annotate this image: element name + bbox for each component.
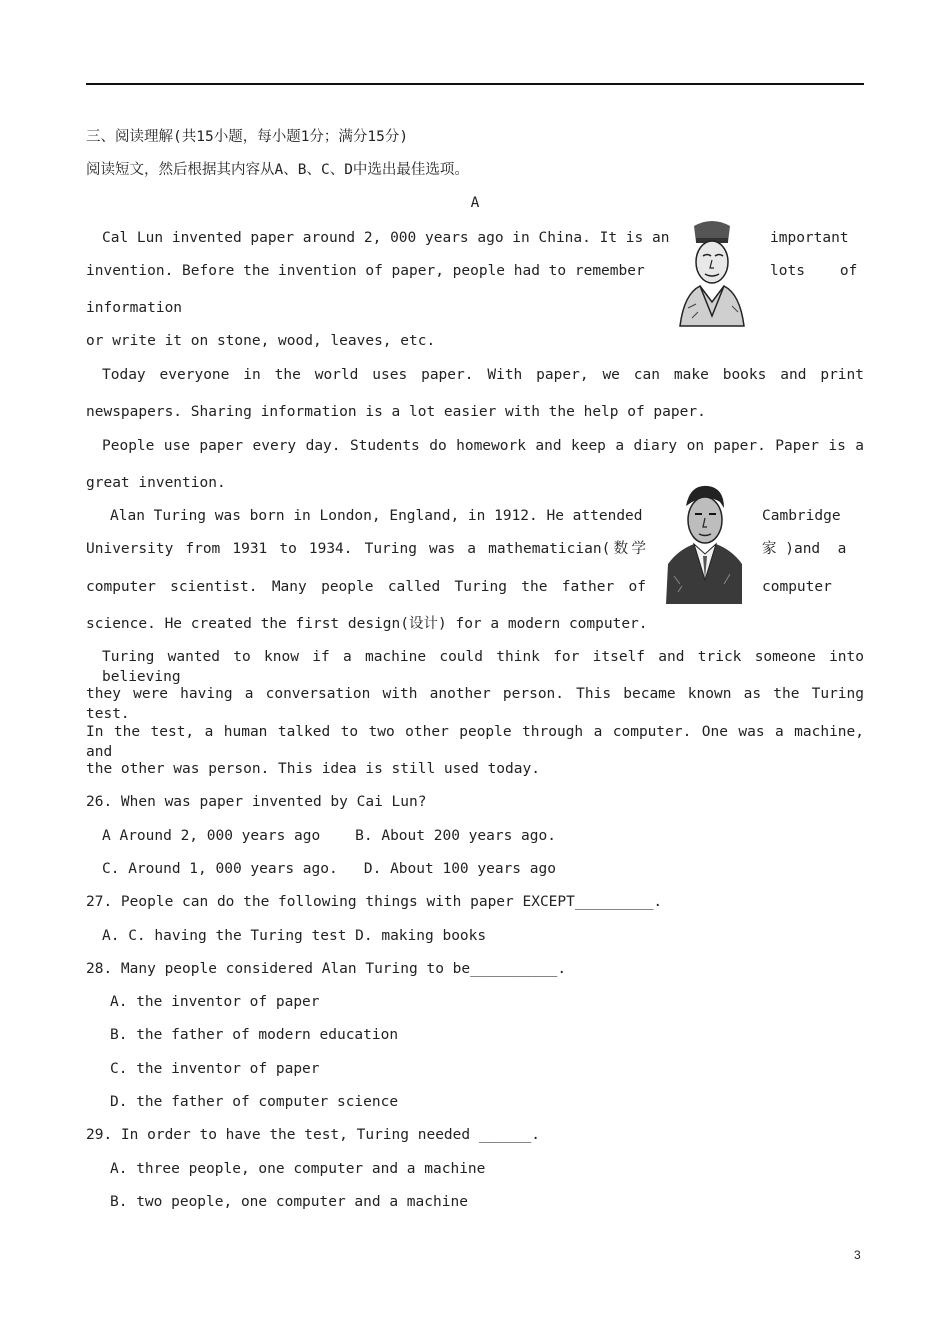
- p3-line2: great invention.: [86, 475, 226, 491]
- passage-label: A: [470, 195, 480, 211]
- question-28-option-d: D. the father of computer science: [110, 1094, 399, 1110]
- p1-line1-right: important: [770, 230, 849, 246]
- p1-line1: Cal Lun invented paper around 2, 000 years ago in China. It is an: [102, 230, 670, 246]
- p4-line2-right: 家 )and a: [762, 541, 847, 557]
- p4-line1-right: Cambridge: [762, 508, 841, 524]
- question-28: 28. Many people considered Alan Turing to be__________.: [86, 961, 567, 977]
- question-28-option-a: A. the inventor of paper: [110, 994, 320, 1010]
- section-heading: 三、阅读理解(共15小题，每小题1分；满分15分): [86, 129, 409, 145]
- header-rule: [86, 83, 864, 85]
- p5-line1: Turing wanted to know if a machine could think for itself and trick someone into believing: [102, 649, 864, 685]
- question-29-option-a: A. three people, one computer and a machine: [110, 1161, 486, 1177]
- cai-lun-portrait: [670, 216, 754, 330]
- question-29-option-b: B. two people, one computer and a machine: [110, 1194, 468, 1210]
- p1-line3: information: [86, 300, 183, 316]
- p5-line2: they were having a conversation with another person. This became known as the Turing test.: [86, 686, 864, 722]
- p5-line3: In the test, a human talked to two other people through a computer. One was a machine, and: [86, 724, 864, 760]
- p2-line2: newspapers. Sharing information is a lot easier with the help of paper.: [86, 404, 706, 420]
- p1-line2: invention. Before the invention of paper, people had to remember: [86, 263, 645, 279]
- p4-line2: University from 1931 to 1934. Turing was a mathematician(数学: [86, 541, 646, 557]
- question-27-options: A. C. having the Turing test D. making books: [102, 928, 487, 944]
- question-26-options-1: A Around 2, 000 years ago B. About 200 years ago.: [102, 828, 556, 844]
- question-26: 26. When was paper invented by Cai Lun?: [86, 794, 427, 810]
- p4-line3-right: computer: [762, 579, 832, 595]
- question-28-option-c: C. the inventor of paper: [110, 1061, 320, 1077]
- p4-line4: science. He created the first design(设计) for a modern computer.: [86, 616, 648, 632]
- p4-line1: Alan Turing was born in London, England, in 1912. He attended: [110, 508, 643, 524]
- p2-line1: Today everyone in the world uses paper. With paper, we can make books and print: [102, 367, 864, 383]
- question-29: 29. In order to have the test, Turing needed ______.: [86, 1127, 540, 1143]
- question-28-option-b: B. the father of modern education: [110, 1027, 399, 1043]
- p4-line3: computer scientist. Many people called Turing the father of: [86, 579, 646, 595]
- page-number: 3: [854, 1248, 861, 1262]
- question-26-options-2: C. Around 1, 000 years ago. D. About 100 years ago: [102, 861, 556, 877]
- alan-turing-portrait: [664, 480, 744, 604]
- question-27: 27. People can do the following things with paper EXCEPT_________.: [86, 894, 663, 910]
- p3-line1: People use paper every day. Students do homework and keep a diary on paper. Paper is a: [102, 438, 864, 454]
- p1-line4: or write it on stone, wood, leaves, etc.: [86, 333, 436, 349]
- p5-line4: the other was person. This idea is still used today.: [86, 761, 540, 777]
- p1-line2-right: lots of: [770, 263, 858, 279]
- instruction: 阅读短文，然后根据其内容从A、B、C、D中选出最佳选项。: [86, 162, 469, 178]
